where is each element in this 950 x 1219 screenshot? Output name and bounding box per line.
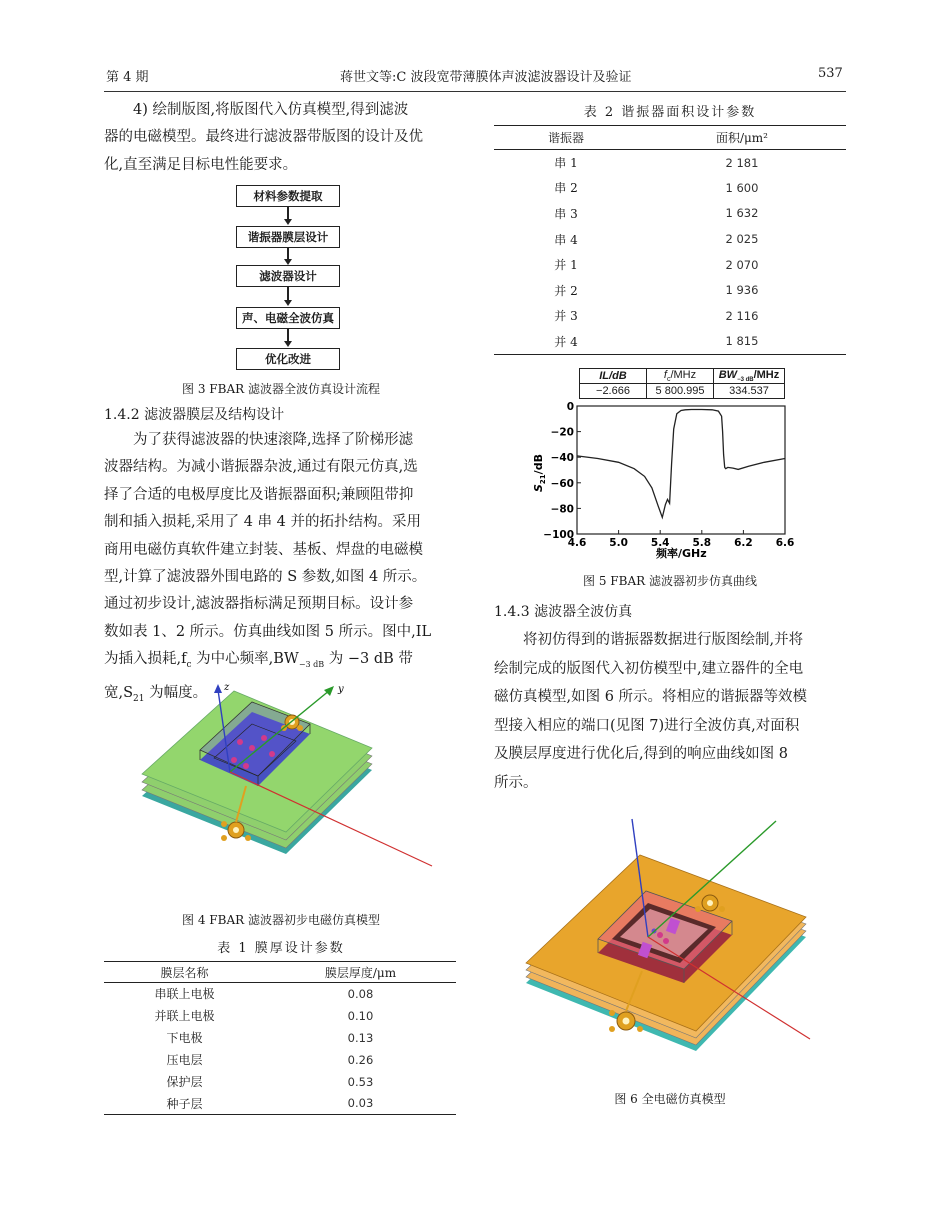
summary-value-fc: 5 800.995 bbox=[647, 384, 714, 399]
table-cell: 2 181 bbox=[725, 155, 759, 170]
table-cell: 2 116 bbox=[725, 308, 759, 323]
y-tick-label: −60 bbox=[550, 477, 574, 490]
table-cell: 串 4 bbox=[554, 232, 578, 247]
table-cell: 串 3 bbox=[554, 206, 578, 221]
running-title: 蒋世文等:C 波段宽带薄膜体声波滤波器设计及验证 bbox=[340, 70, 632, 85]
issue-number: 第 4 期 bbox=[106, 70, 149, 85]
table-row bbox=[494, 201, 846, 227]
fig5-caption: 图 5 FBAR 滤波器初步仿真曲线 bbox=[583, 574, 757, 588]
summary-value-bw: 334.537 bbox=[714, 384, 785, 399]
s21-series-line bbox=[577, 410, 785, 518]
table-cell: 并 4 bbox=[554, 334, 578, 349]
section-heading-143: 1.4.3 滤波器全波仿真 bbox=[494, 604, 633, 620]
text-line: 化,直至满足目标电性能要求。 bbox=[104, 156, 298, 173]
text-line: 型,计算了滤波器外围电路的 S 参数,如图 4 所示。 bbox=[104, 569, 427, 586]
table-header: 谐振器 bbox=[547, 131, 584, 145]
text-fragment: 为插入损耗,f bbox=[104, 651, 187, 668]
flow-arrowhead bbox=[284, 341, 292, 347]
flow-step-resonator: 谐振器膜层设计 bbox=[236, 226, 340, 248]
table-cell: 2 070 bbox=[725, 257, 759, 272]
table-cell: 1 600 bbox=[725, 180, 759, 195]
text-line: 通过初步设计,滤波器指标满足预期目标。设计参 bbox=[104, 596, 414, 613]
table1 bbox=[104, 961, 456, 1115]
summary-value-row bbox=[580, 384, 785, 399]
table-cell: 0.53 bbox=[347, 1074, 374, 1089]
y-axis-label bbox=[532, 454, 547, 492]
x-tick-label: 4.6 bbox=[567, 537, 587, 549]
table-row bbox=[494, 226, 846, 252]
table-row bbox=[494, 329, 846, 355]
summary-value-il: −2.666 bbox=[580, 384, 647, 399]
x-tick-label: 5.4 bbox=[650, 537, 670, 549]
table-row bbox=[494, 150, 846, 176]
subscript: c bbox=[186, 660, 192, 671]
section-142-body bbox=[104, 427, 458, 713]
table-cell: 0.10 bbox=[347, 1008, 374, 1023]
table-cell: 1 632 bbox=[725, 206, 759, 221]
table-cell: 并 2 bbox=[554, 283, 578, 298]
y-ticks bbox=[543, 401, 581, 541]
intro-paragraph bbox=[104, 97, 458, 179]
summary-header-row bbox=[580, 369, 785, 384]
header-subscript: −3 dB bbox=[737, 377, 754, 384]
flow-arrowhead bbox=[284, 219, 292, 225]
fig5-summary-table bbox=[579, 368, 785, 399]
table-cell: 保护层 bbox=[166, 1075, 203, 1089]
text-line: 择了合适的电极厚度比及谐振器面积;兼顾阻带抑 bbox=[104, 486, 414, 503]
table-header: 膜层厚度/μm bbox=[324, 965, 397, 980]
header-rule bbox=[104, 91, 846, 92]
table-header: 膜层名称 bbox=[160, 965, 209, 980]
x-tick-label: 6.2 bbox=[734, 537, 753, 549]
text-fragment: 为 −3 dB 带 bbox=[324, 651, 413, 668]
text-fragment: 宽,S bbox=[104, 684, 134, 701]
table-cell: 0.08 bbox=[347, 986, 374, 1001]
text-line: 型接入相应的端口(见图 7)进行全波仿真,对面积 bbox=[494, 717, 800, 734]
table-cell: 0.26 bbox=[347, 1052, 374, 1067]
y-tick-label: −40 bbox=[550, 452, 574, 465]
text-line: 所示。 bbox=[494, 774, 538, 791]
text-line: 器的电磁模型。最终进行滤波器带版图的设计及优 bbox=[104, 129, 423, 146]
header-symbol: BW bbox=[718, 369, 738, 381]
text-line: 数如表 1、2 所示。仿真曲线如图 5 所示。图中,IL bbox=[104, 623, 432, 640]
flow-step-fullwave: 声、电磁全波仿真 bbox=[236, 307, 340, 329]
y-label-sub: 21 bbox=[539, 474, 547, 485]
text-line: 为了获得滤波器的快速滚降,选择了阶梯形滤 bbox=[133, 432, 414, 448]
summary-header-bw bbox=[714, 369, 785, 384]
fig3-caption: 图 3 FBAR 滤波器全波仿真设计流程 bbox=[182, 382, 380, 396]
header-unit: /MHz bbox=[753, 369, 780, 381]
text-line: 磁仿真模型,如图 6 所示。将相应的谐振器等效模 bbox=[494, 689, 808, 705]
table-row bbox=[104, 1093, 456, 1115]
table-row bbox=[494, 252, 846, 278]
section-143-body bbox=[494, 626, 846, 797]
table-row bbox=[494, 303, 846, 329]
y-tick-label: −80 bbox=[550, 503, 574, 516]
table-header: 面积/μm² bbox=[715, 131, 768, 145]
table-cell: 1 815 bbox=[725, 334, 759, 349]
flow-step-optimize: 优化改进 bbox=[236, 348, 340, 370]
table-row bbox=[104, 1005, 456, 1027]
x-tick-label: 6.6 bbox=[775, 537, 795, 549]
summary-header-fc bbox=[647, 369, 714, 384]
page-number: 537 bbox=[818, 66, 843, 81]
flow-step-filter: 滤波器设计 bbox=[236, 265, 340, 287]
table-cell: 1 936 bbox=[725, 283, 759, 298]
table-cell: 压电层 bbox=[166, 1053, 203, 1067]
axis-y-label: y bbox=[338, 684, 344, 695]
text-fragment: 为中心频率,BW bbox=[191, 651, 299, 668]
fig6-caption: 图 6 全电磁仿真模型 bbox=[614, 1092, 726, 1106]
table-row bbox=[494, 277, 846, 303]
plot-frame bbox=[577, 406, 785, 534]
subscript: 21 bbox=[133, 693, 145, 704]
table-cell: 并 3 bbox=[554, 309, 578, 324]
text-line: 及膜层厚度进行优化后,得到的响应曲线如图 8 bbox=[494, 746, 788, 762]
text-line: 制和插入损耗,采用了 4 串 4 并的拓扑结构。采用 bbox=[104, 514, 421, 531]
table-cell: 串 1 bbox=[554, 156, 578, 171]
text-line: 将初仿得到的谐振器数据进行版图绘制,并将 bbox=[523, 632, 804, 648]
x-tick-label: 5.8 bbox=[692, 537, 712, 549]
axis-z-label: z bbox=[224, 682, 230, 693]
text-line: 波器结构。为减小谐振器杂波,通过有限元仿真,选 bbox=[104, 459, 418, 476]
fig5-s21-chart bbox=[530, 400, 800, 570]
table-header-row bbox=[104, 962, 456, 983]
table-cell: 串 2 bbox=[554, 181, 578, 196]
table-row bbox=[104, 1027, 456, 1049]
y-label-unit: /dB bbox=[532, 454, 545, 475]
header-unit: /MHz bbox=[670, 369, 697, 381]
header-subscript: c bbox=[666, 376, 671, 384]
table-header-row bbox=[494, 126, 846, 150]
y-tick-label: 0 bbox=[566, 401, 574, 413]
summary-header-il: IL/dB bbox=[580, 369, 647, 384]
fig4-caption: 图 4 FBAR 滤波器初步电磁仿真模型 bbox=[182, 913, 380, 927]
y-tick-label: −100 bbox=[543, 529, 574, 541]
table-cell: 串联上电极 bbox=[154, 987, 215, 1002]
table-cell: 下电极 bbox=[166, 1031, 203, 1045]
subscript: −3 dB bbox=[298, 660, 325, 670]
section-heading-142: 1.4.2 滤波器膜层及结构设计 bbox=[104, 407, 285, 423]
y-label-main: S bbox=[532, 484, 545, 492]
table2 bbox=[494, 125, 846, 355]
table1-caption: 表 1 膜厚设计参数 bbox=[217, 941, 345, 956]
text-line: 商用电磁仿真软件建立封装、基板、焊盘的电磁模 bbox=[104, 541, 423, 558]
y-tick-label: −20 bbox=[550, 426, 574, 439]
text-line bbox=[104, 646, 458, 679]
header-symbol: f bbox=[663, 369, 667, 381]
fig4-em-model bbox=[140, 678, 460, 890]
text-fragment: 为幅度。 bbox=[144, 684, 208, 701]
text-line: 绘制完成的版图代入初仿模型中,建立器件的全电 bbox=[494, 660, 804, 677]
table-row bbox=[104, 1071, 456, 1093]
table-row bbox=[104, 1049, 456, 1071]
table-cell: 0.03 bbox=[347, 1096, 374, 1111]
flow-arrow bbox=[287, 287, 289, 301]
table2-caption: 表 2 谐振器面积设计参数 bbox=[583, 105, 757, 120]
table-cell: 0.13 bbox=[347, 1030, 374, 1045]
table-cell: 2 025 bbox=[725, 232, 759, 247]
text-line: 4) 绘制版图,将版图代入仿真模型,得到滤波 bbox=[133, 102, 409, 118]
table-cell: 并联上电极 bbox=[154, 1009, 215, 1023]
fig6-full-em-model bbox=[520, 815, 820, 1083]
x-axis-label: 频率/GHz bbox=[656, 547, 707, 560]
table-cell: 并 1 bbox=[554, 258, 578, 273]
x-tick-label: 5.0 bbox=[609, 537, 628, 549]
table-cell: 种子层 bbox=[166, 1096, 203, 1111]
flow-step-material: 材料参数提取 bbox=[236, 185, 340, 207]
table-row bbox=[104, 983, 456, 1005]
table-row bbox=[494, 175, 846, 201]
flow-arrowhead bbox=[284, 300, 292, 306]
